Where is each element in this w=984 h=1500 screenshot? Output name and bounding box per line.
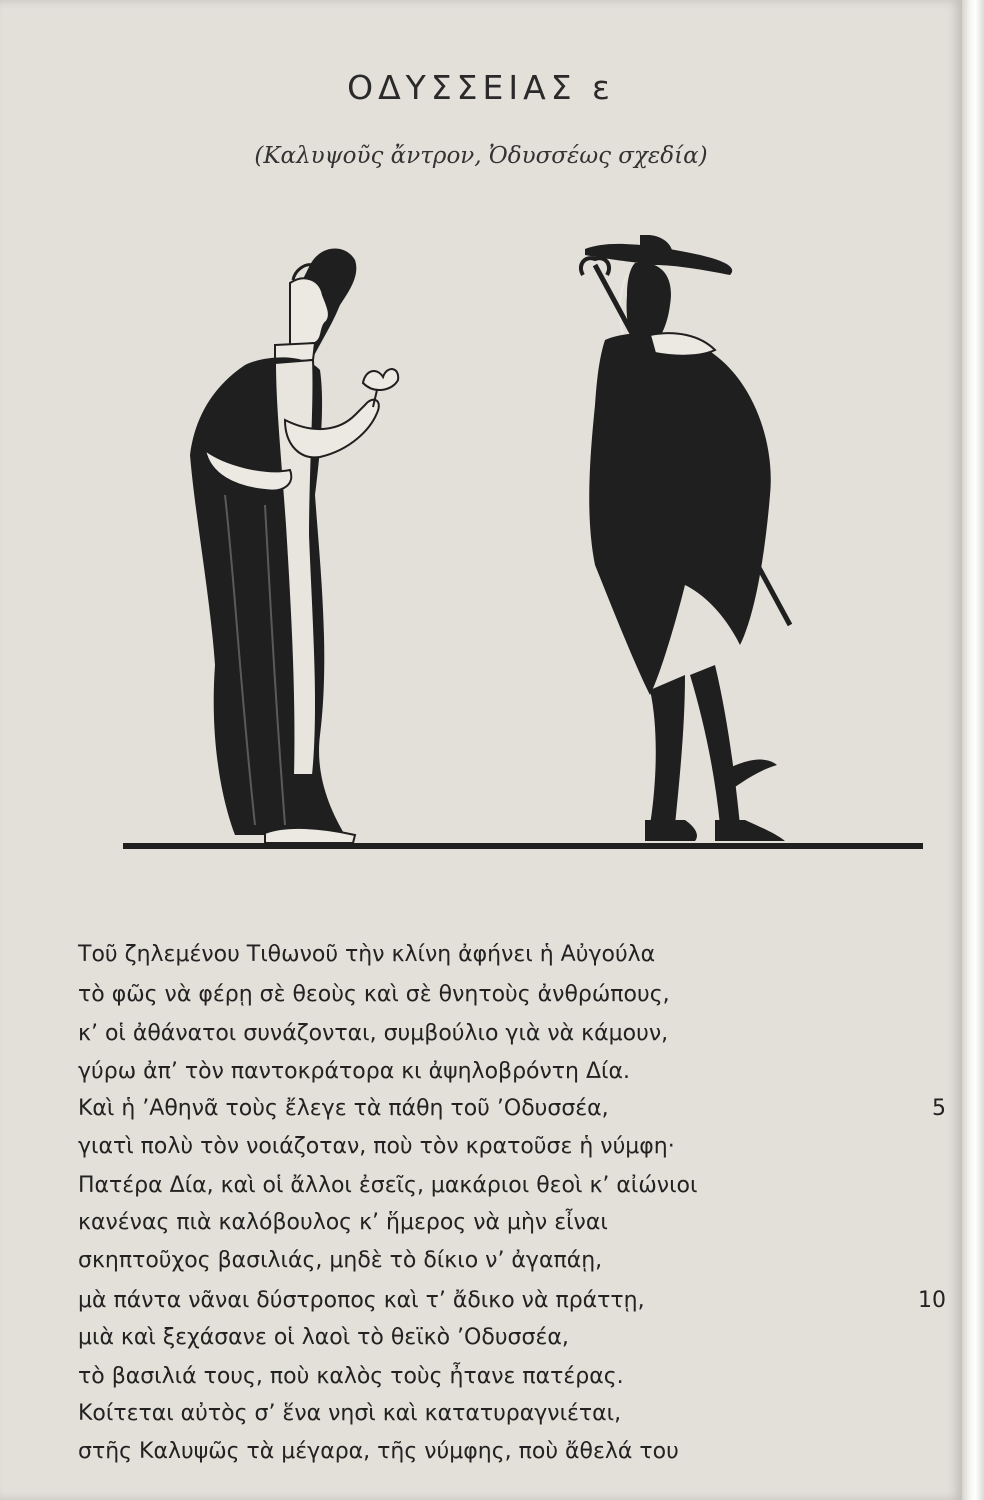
- verse-line: κ’ οἱ ἀθάνατοι συνάζονται, συμβούλιο γιὰ νὰ κάμουν,: [78, 1021, 669, 1046]
- verse-line: Πατέρα Δία, καὶ οἱ ἄλλοι ἐσεῖς, μακάριοι θεοὶ κ’ αἰώνιοι: [78, 1173, 698, 1198]
- verse-line: τὸ φῶς νὰ φέρῃ σὲ θεοὺς καὶ σὲ θνητοὺς ἀνθρώπους,: [78, 982, 670, 1007]
- verse-line: στῆς Καλυψῶς τὰ μέγαρα, τῆς νύμφης, ποὺ ἄθελά του: [78, 1439, 679, 1464]
- verse-line: Τοῦ ζηλεμένου Τιθωνοῦ τὴν κλίνη ἀφήνει ἡ Αὐγούλα: [78, 942, 656, 967]
- verse-line: μὰ πάντα νᾶναι δύστροπος καὶ τ’ ἄδικο νὰ πράττῃ, 10: [78, 1288, 946, 1313]
- page-title: ΟΔΥΣΣΕΙΑΣ ε: [347, 68, 615, 107]
- calypso-figure: [190, 249, 398, 843]
- line-number: 10: [918, 1288, 946, 1313]
- verse-line: Κοίτεται αὐτὸς σ’ ἕνα νησὶ καὶ κατατυραγνιέται,: [78, 1401, 622, 1426]
- ground-line: [123, 843, 923, 849]
- verse-line: γύρω ἀπ’ τὸν παντοκράτορα κι ἀψηλοβρόντη Δία.: [78, 1059, 630, 1084]
- page-subtitle: (Καλυψοῦς ἄντρον, Ὀδυσσέως σχεδία): [254, 143, 708, 169]
- verse-line: γιατὶ πολὺ τὸν νοιάζοταν, ποὺ τὸν κρατοῦσε ἡ νύμφη·: [78, 1134, 675, 1159]
- line-number: 5: [932, 1096, 946, 1121]
- vase-painting-illustration: [115, 235, 930, 865]
- verse-line: σκηπτοῦχος βασιλιάς, μηδὲ τὸ δίκιο ν’ ἀγαπάῃ,: [78, 1248, 603, 1273]
- verse-line: κανένας πιὰ καλόβουλος κ’ ἥμερος νὰ μὴν εἶναι: [78, 1210, 608, 1235]
- verse-line: μιὰ καὶ ξεχάσανε οἱ λαοὶ τὸ θεϊκὸ ’Οδυσσέα,: [78, 1325, 569, 1350]
- verse-line: τὸ βασιλιά τους, ποὺ καλὸς τοὺς ἦτανε πατέρας.: [78, 1364, 624, 1389]
- verse-line: Καὶ ἡ ’Αθηνᾶ τοὺς ἔλεγε τὰ πάθη τοῦ ’Οδυσσέα, 5: [78, 1096, 946, 1121]
- hermes-figure: [581, 235, 790, 841]
- book-binding-edge: [962, 0, 984, 1500]
